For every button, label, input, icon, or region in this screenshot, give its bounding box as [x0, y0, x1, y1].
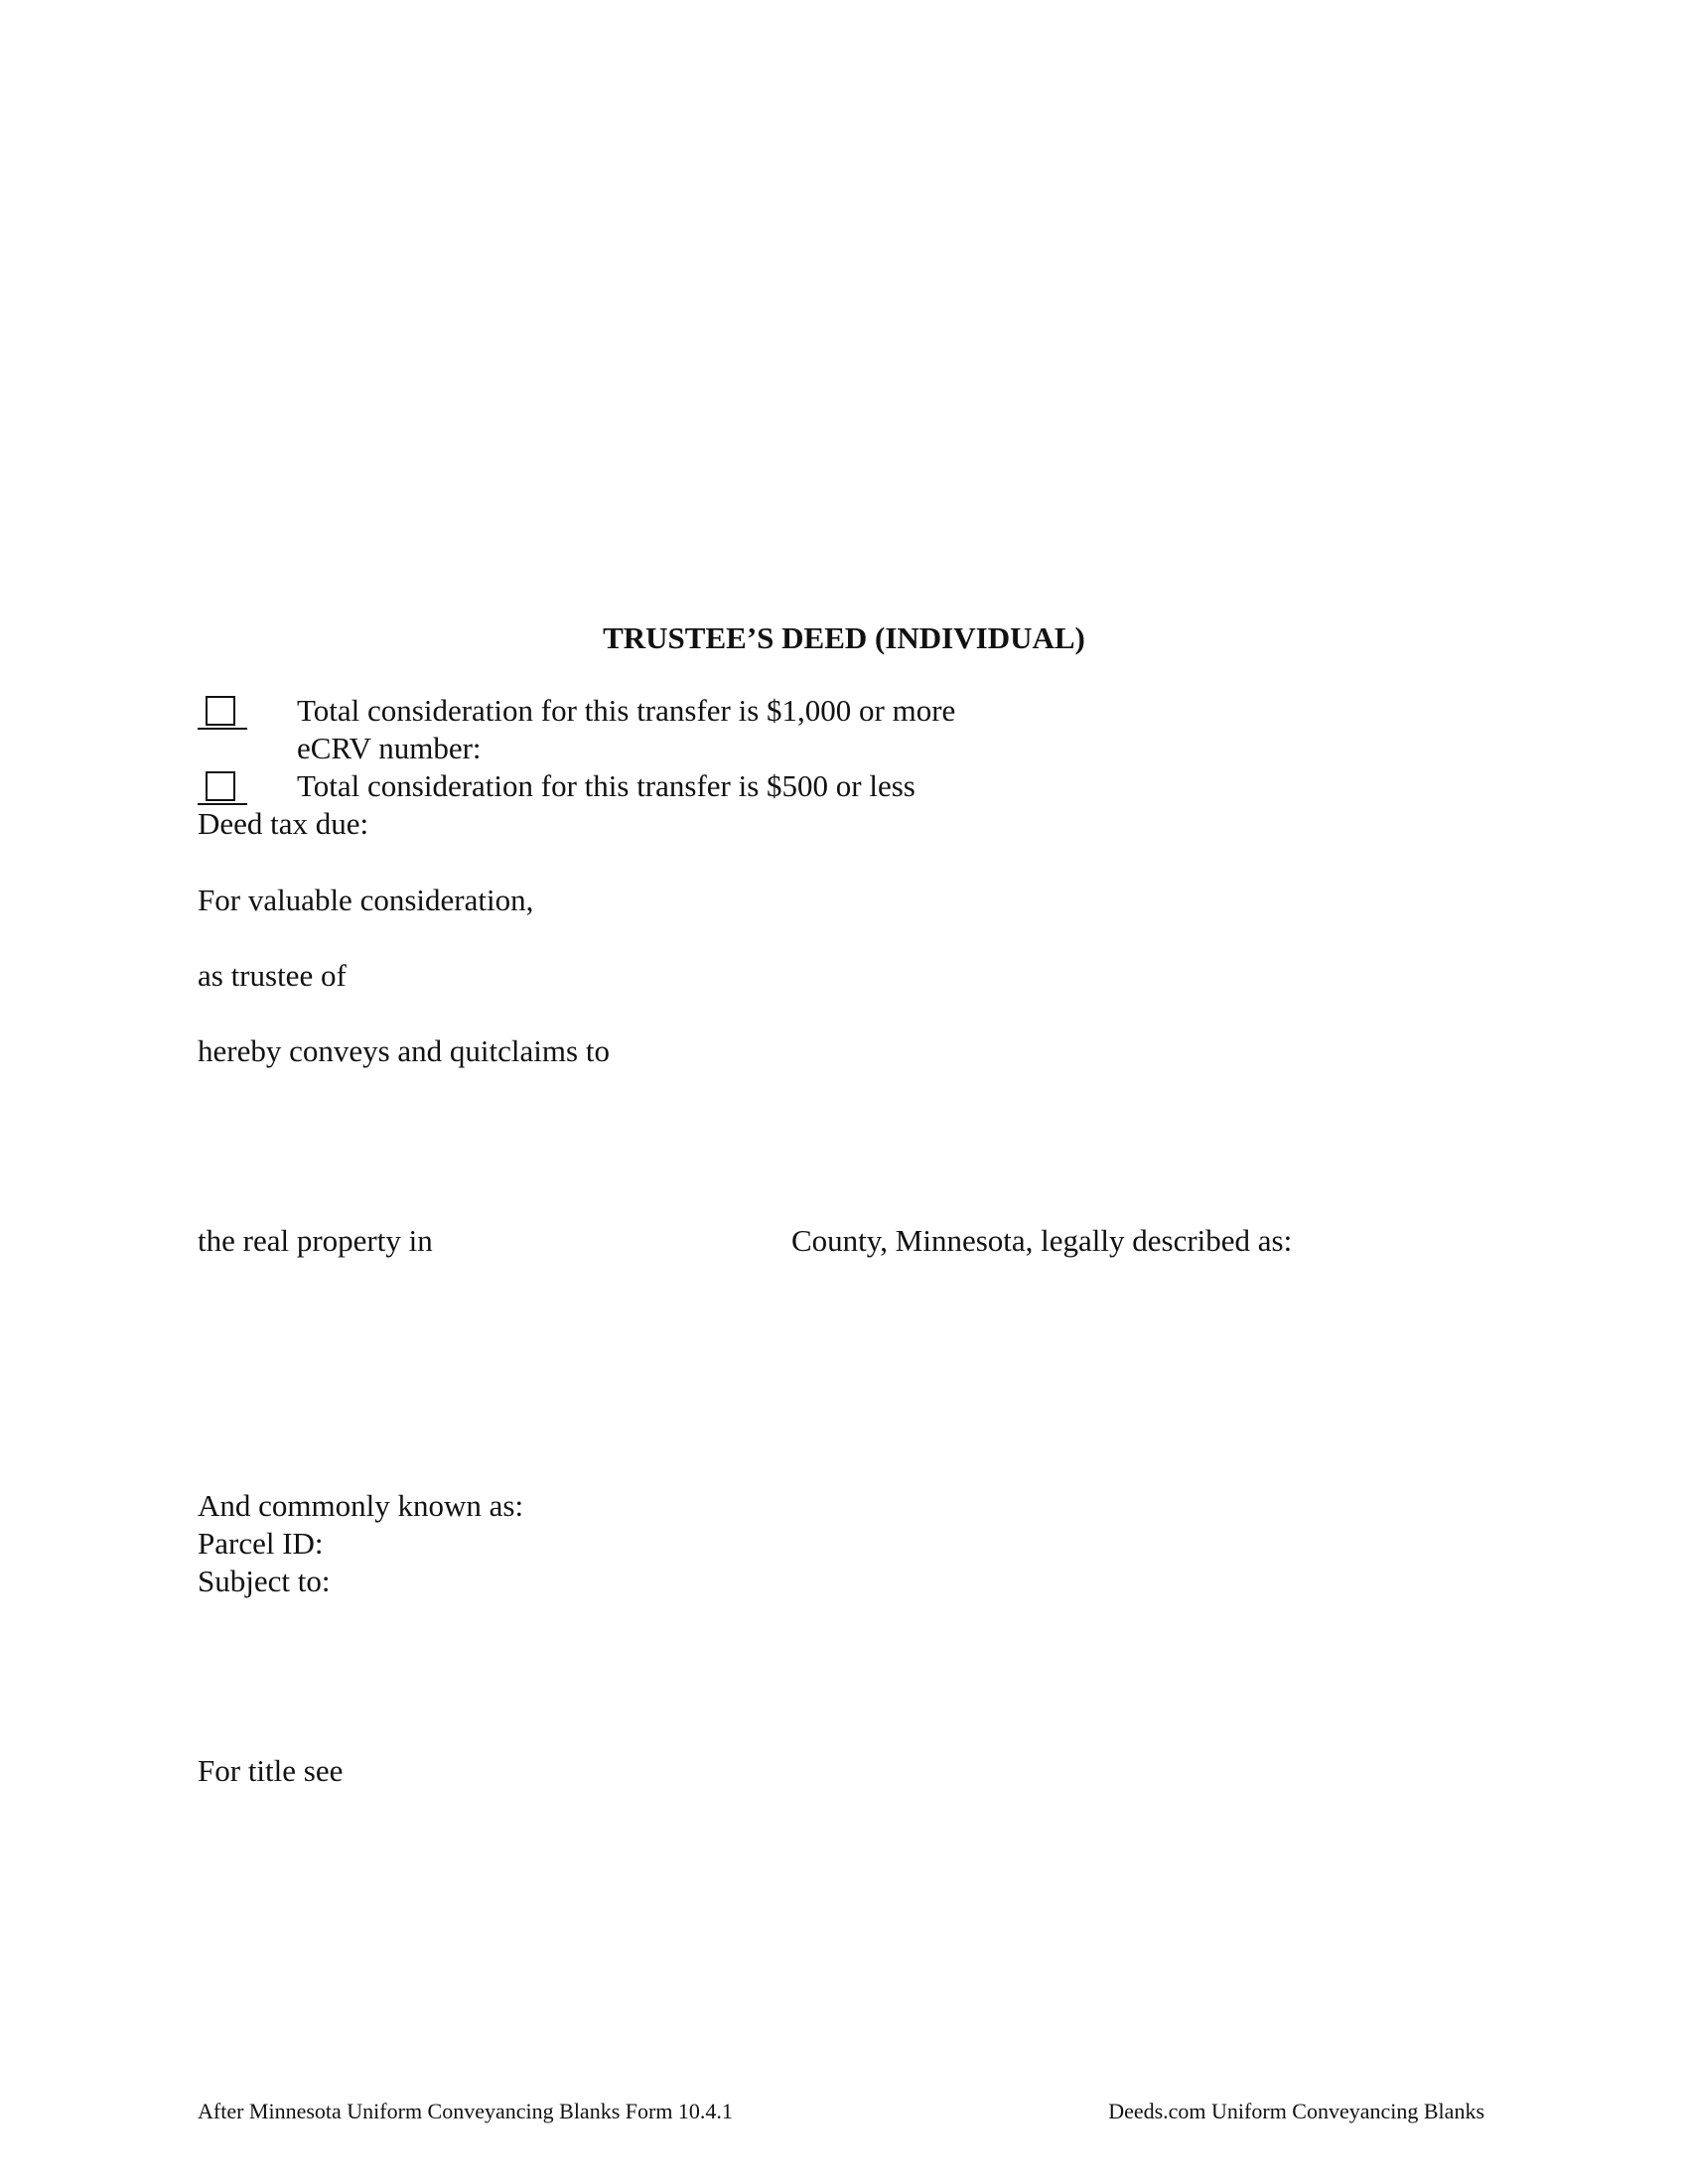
- county-minnesota-text: County, Minnesota, legally described as:: [791, 1223, 1293, 1258]
- checkbox-underline: [198, 728, 247, 730]
- consideration-500-label: Total consideration for this transfer is $500 or less: [297, 768, 915, 803]
- footer-form-reference: After Minnesota Uniform Conveyancing Blanks Form 10.4.1: [198, 2099, 733, 2123]
- consideration-1000-checkbox[interactable]: [206, 696, 235, 726]
- deed-tax-due-label: Deed tax due:: [198, 806, 369, 841]
- trustee-of-text: as trustee of: [198, 958, 347, 993]
- parcel-id-label: Parcel ID:: [198, 1526, 324, 1561]
- conveys-quitclaims-text: hereby conveys and quitclaims to: [198, 1033, 610, 1068]
- valuable-consideration-text: For valuable consideration,: [198, 883, 534, 917]
- deed-title: TRUSTEE’S DEED (INDIVIDUAL): [603, 620, 1085, 655]
- subject-to-label: Subject to:: [198, 1564, 331, 1598]
- real-property-in-text: the real property in: [198, 1223, 433, 1258]
- consideration-500-checkbox[interactable]: [206, 771, 235, 801]
- commonly-known-label: And commonly known as:: [198, 1488, 524, 1523]
- ecrv-number-label: eCRV number:: [297, 731, 482, 765]
- title-see-text: For title see: [198, 1753, 344, 1788]
- consideration-1000-label: Total consideration for this transfer is $1,000 or more: [297, 693, 956, 728]
- footer-deeds-com: Deeds.com Uniform Conveyancing Blanks: [1108, 2099, 1484, 2123]
